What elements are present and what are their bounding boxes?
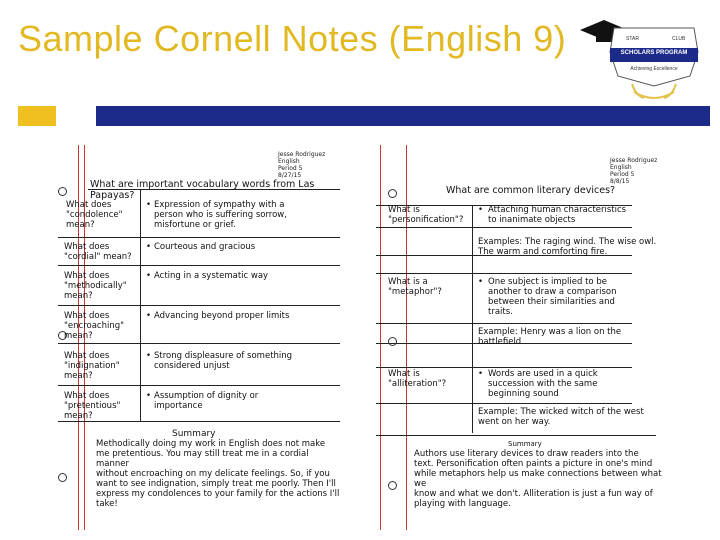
bullet-icon: • xyxy=(146,351,152,361)
note-question-header: What are important vocabulary words from Las Papayas? xyxy=(90,179,315,201)
note-question: What does "indignation" mean? xyxy=(64,351,120,381)
note-answer: Acting in a systematic way xyxy=(154,271,269,281)
summary-title: Summary xyxy=(172,429,216,439)
note-question-header: What are common literary devices? xyxy=(446,185,616,196)
slide-title: Sample Cornell Notes (English 9) xyxy=(18,18,567,59)
logo-banner: SCHOLARS PROGRAM xyxy=(620,50,688,56)
note-answer: One subject is implied to be another to draw a comparison between their similarities and traits. xyxy=(488,277,617,317)
bullet-icon: • xyxy=(146,311,152,321)
note-answer: Words are used in a quick succession with the same beginning sound xyxy=(488,369,598,399)
note-answer: Assumption of dignity or importance xyxy=(154,391,259,411)
scholars-logo xyxy=(574,12,714,106)
note-question: What is "alliteration"? xyxy=(388,369,447,389)
summary-text: Methodically doing my work in English does not make me pretentious. You may still treat me in a cordial manner without encroaching on my delicate feelings. So, if you want to see indignation, simply treat me poorly. Then I'll express my condolences to your family for the actions I'll take! xyxy=(96,439,340,509)
note-question: What does "encroaching" mean? xyxy=(64,311,125,341)
note-answer: Examples: The raging wind. The wise owl. The warm and comforting fire. xyxy=(478,237,657,257)
note-question: What does "cordial" mean? xyxy=(64,242,132,262)
logo-top-right: CLUB xyxy=(672,36,686,42)
note-meta: Jesse Rodriguez English Period 5 8/27/15 xyxy=(278,151,326,179)
note-answer: Strong displeasure of something considered unjust xyxy=(154,351,293,371)
summary-text: Authors use literary devices to draw readers into the text. Personification often paints a picture in one's mind while metaphors help us make connections between what we know and what we don't. Alliteration is just a fun way of playing with language. xyxy=(414,449,662,509)
note-answer: Example: Henry was a lion on the battlefield xyxy=(478,327,622,347)
bullet-icon: • xyxy=(478,277,484,287)
note-question: What does "methodically" mean? xyxy=(64,271,127,301)
bullet-icon: • xyxy=(478,205,484,215)
cornell-note-left xyxy=(52,145,344,530)
note-question: What does "condolence" mean? xyxy=(66,200,123,230)
bullet-icon: • xyxy=(478,369,484,379)
note-question: What is "personification"? xyxy=(388,205,464,225)
note-question: What does "pretentious" mean? xyxy=(64,391,121,421)
accent-bar-yellow xyxy=(18,106,56,126)
cornell-note-right xyxy=(374,145,666,530)
logo-sub: Achieving Excellence xyxy=(630,66,678,72)
note-answer: Advancing beyond proper limits xyxy=(154,311,290,321)
note-answer: Example: The wicked witch of the west went on her way. xyxy=(478,407,644,427)
note-meta: Jesse Rodriguez English Period 5 8/8/15 xyxy=(610,157,658,185)
bullet-icon: • xyxy=(146,242,152,252)
accent-bar-blue xyxy=(96,106,710,126)
note-answer: Expression of sympathy with a person who is suffering sorrow, misfortune or grief. xyxy=(154,200,287,230)
note-question: What is a "metaphor"? xyxy=(388,277,442,297)
logo-top-left: STAR xyxy=(626,36,639,42)
note-answer: Courteous and gracious xyxy=(154,242,256,252)
summary-title: Summary xyxy=(508,440,542,448)
bullet-icon: • xyxy=(146,200,152,210)
note-answer: Attaching human characteristics to inanimate objects xyxy=(488,205,627,225)
bullet-icon: • xyxy=(146,271,152,281)
bullet-icon: • xyxy=(146,391,152,401)
